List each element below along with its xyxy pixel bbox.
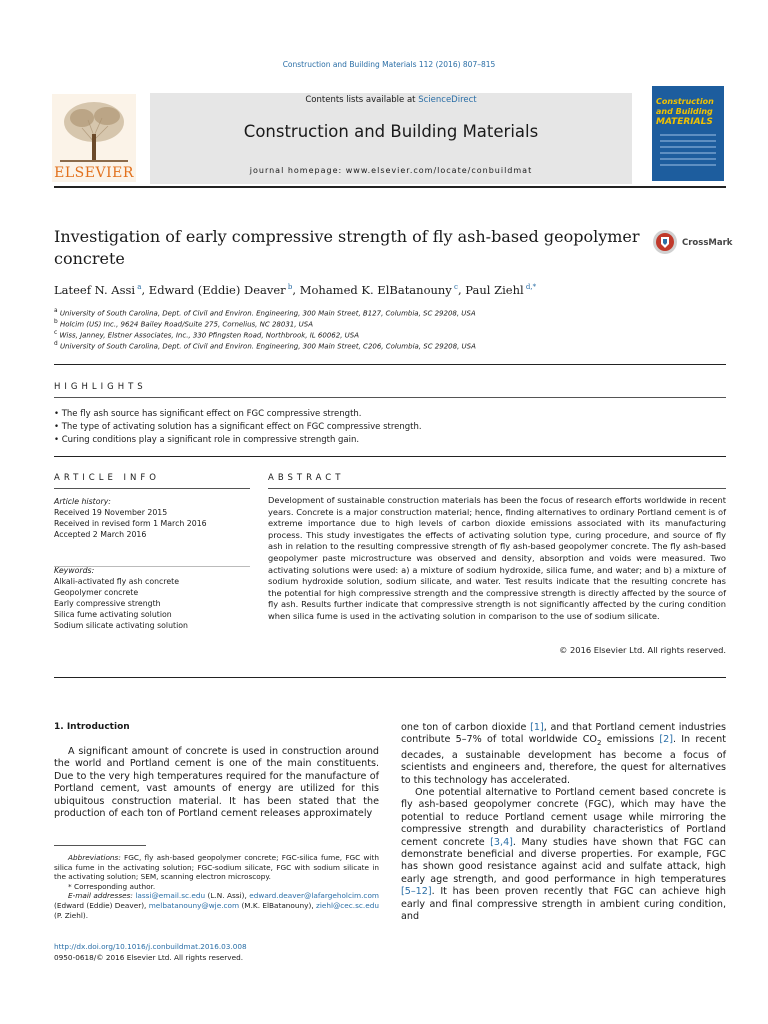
article-title-line1: Investigation of early compressive strength of fly ash-based geopolymer — [54, 227, 640, 246]
citation-link[interactable]: [5–12] — [401, 886, 432, 898]
contents-available — [150, 95, 632, 105]
history-accepted: Accepted 2 March 2016 — [54, 530, 147, 539]
article-info-heading: ARTICLE INFO — [54, 473, 160, 483]
email-link[interactable]: melbatanouny@wje.com — [148, 900, 240, 910]
footnote-rule — [54, 845, 146, 846]
email-link[interactable]: ziehl@cec.sc.edu — [315, 900, 379, 910]
author-name[interactable]: Lateef N. Assi — [54, 283, 136, 297]
abstract-copyright: © 2016 Elsevier Ltd. All rights reserved. — [559, 645, 726, 655]
abstract-heading: ABSTRACT — [268, 473, 345, 483]
author-affil-mark[interactable]: d,* — [525, 283, 537, 292]
article-history-label: Article history: — [54, 497, 111, 506]
cover-title-line3: MATERIALS — [656, 117, 713, 127]
keyword: Geopolymer concrete — [54, 588, 139, 597]
email-addresses-note: E-mail addresses: lassi@email.sc.edu (L.N. Assi), edward.deaver@lafargeholcim.com (Edward (Eddie) Deaver), melbatanouny@wje.com (M.K. ElBatanouny), ziehl@cec.sc.edu (P. Ziehl). — [54, 891, 380, 920]
elsevier-wordmark: ELSEVIER — [54, 165, 134, 181]
crossmark-label[interactable]: CrossMark — [682, 238, 733, 248]
header-rule — [54, 186, 726, 188]
doi-link[interactable]: http://dx.doi.org/10.1016/j.conbuildmat.2016.03.008 — [54, 942, 247, 951]
section-heading-introduction: 1. Introduction — [54, 722, 130, 732]
citation-link[interactable]: [2] — [659, 734, 673, 746]
keywords-label: Keywords: — [54, 566, 95, 575]
article-title-line2: concrete — [54, 249, 125, 268]
intro-paragraph: one ton of carbon dioxide [1], and that Portland cement industries contribute 5–7% of total worldwide $CO_2$ emissions [2]. In recent decades, a sustainable development has become a focus of scientists and engineers and, therefore, the quest for alternatives to this technology has accelerated. — [401, 722, 727, 786]
cover-title-line1: Construction — [656, 97, 714, 106]
history-revised: Received in revised form 1 March 2016 — [54, 519, 207, 528]
footnotes — [54, 853, 379, 920]
corresponding-author-note: * Corresponding author. — [68, 881, 156, 891]
affiliation: $^b$ Holcim (US) Inc., 9624 Bailey Road/Suite 275, Cornelius, NC 28031, USA — [54, 319, 314, 329]
intro-paragraph: One potential alternative to Portland cement based concrete is fly ash-based geopolymer concrete (FGC), which may have the potential to reduce Portland cement usage while mirroring the compressive strength and durability characteristics of Portland cement concrete [3,4]. Many studies have shown that FGC can demonstrate beneficial and diverse properties. For example, FGC has shown good resistance against acid and sulfate attack, high early age strength, and good performance in high temperatures [5–12]. It has been proven recently that FGC can achieve high early and final compressive strength in ambient curing condition, and — [401, 786, 726, 922]
author-name[interactable]: Mohamed K. ElBatanouny — [299, 283, 452, 297]
author-affil-mark[interactable]: a — [137, 283, 142, 292]
highlight-item: • Curing conditions play a significant role in compressive strength gain. — [54, 435, 360, 445]
affiliation: $^a$ University of South Carolina, Dept. of Civil and Environ. Engineering, 300 Main Street, B127, Columbia, SC 29208, USA — [54, 308, 476, 318]
highlights-rule — [54, 397, 726, 398]
abstract-rule — [268, 488, 726, 489]
article-info-rule — [54, 488, 250, 489]
highlight-item: • The fly ash source has significant effect on FGC compressive strength. — [54, 409, 362, 419]
abbreviations-note: Abbreviations: FGC, fly ash-based geopolymer concrete; FGC-silica fume, FGC with silica fume in the activating solution; FGC-sodium silicate, FGC with sodium silicate in the activating solution; SEM, scanning electron microscopy. — [54, 853, 379, 882]
front-matter-rule — [54, 677, 726, 678]
issn-copyright: 0950-0618/© 2016 Elsevier Ltd. All rights reserved. — [54, 953, 244, 962]
intro-right-column — [401, 722, 726, 923]
affiliation: $^c$ Wiss, Janney, Elstner Associates, Inc., 330 Pfingsten Road, Northbrook, IL 60062, USA — [54, 330, 360, 340]
keyword: Silica fume activating solution — [54, 610, 172, 619]
crossmark-icon[interactable] — [652, 229, 678, 255]
intro-paragraph: A significant amount of concrete is used in construction around the world and Portland cement is one of the main constituents. Due to the very high temperatures required for the manufacture of Portland cement, vast amounts of energy are utilized for this ubiquitous construction material. It has been stated that the production of each ton of Portland cement releases approximately — [54, 746, 379, 820]
affiliation-rule — [54, 364, 726, 365]
citation-link[interactable]: [3,4] — [490, 836, 513, 848]
highlight-item: • The type of activating solution has a significant effect on FGC compressive strength. — [54, 422, 422, 432]
keyword: Alkali-activated fly ash concrete — [54, 577, 179, 586]
journal-title: Construction and Building Materials — [243, 122, 539, 141]
author-name[interactable]: Edward (Eddie) Deaver — [148, 283, 286, 297]
journal-homepage[interactable]: journal homepage: www.elsevier.com/locate/conbuildmat — [249, 166, 533, 175]
article-title — [54, 226, 654, 270]
email-link[interactable]: edward.deaver@lafargeholcim.com — [249, 891, 380, 901]
citation-link[interactable]: [1] — [530, 722, 544, 733]
abstract-text: Development of sustainable construction materials has been the focus of research efforts worldwide in recent years. Concrete is a major construction material; hence, finding alternatives to ordinary Portland cement is of extreme importance due to high levels of carbon dioxide emissions associated with its manufacturing process. This study investigates the effects of activating solution type, curing procedure, and source of fly ash in relation to the resulting compressive strength of fly ash-based geopolymer concrete. The fly ash-based geopolymer paste microstructure was observed and density, absorption and voids were measured. Two activating solutions were used: a) a mixture of sodium hydroxide, silica fume, and water; and b) a mixture of sodium hydroxide solution, sodium silicate, and water. Test results indicate that the resulting concrete has the potential for high compressive strength and the compressive strength is directly affected by the source of fly ash. Results further indicate that compressive strength is not significantly affected by the curing condition when silica fume is used in the activating solution in comparison to the use of sodium silicate. — [268, 495, 726, 621]
author-list: Lateef N. Assi $^a$, Edward (Eddie) Deaver $^b$, Mohamed K. ElBatanouny $^c$, Paul Ziehl $^{d,*}$ — [54, 283, 537, 297]
highlights-end-rule — [54, 456, 726, 457]
author-affil-mark[interactable]: b — [287, 283, 293, 292]
author-name[interactable]: Paul Ziehl — [465, 283, 524, 297]
history-received: Received 19 November 2015 — [54, 508, 168, 517]
sciencedirect-link[interactable]: ScienceDirect — [418, 95, 477, 105]
journal-citation[interactable]: Construction and Building Materials 112 (2016) 807–815 — [282, 60, 496, 69]
keyword: Early compressive strength — [54, 599, 161, 608]
affiliation: $^d$ University of South Carolina, Dept. of Civil and Environ. Engineering, 300 Main Street, C206, Columbia, SC 29208, USA — [54, 341, 476, 351]
journal-cover-image[interactable] — [652, 86, 724, 181]
keyword: Sodium silicate activating solution — [54, 621, 188, 630]
author-affil-mark[interactable]: c — [454, 283, 458, 292]
highlights-heading: HIGHLIGHTS — [54, 382, 147, 392]
intro-left-column — [54, 746, 379, 820]
cover-title-line2: and Building — [656, 107, 713, 116]
contents-prefix: Contents lists available at — [305, 95, 419, 105]
email-link[interactable]: lassi@email.sc.edu — [135, 891, 206, 901]
